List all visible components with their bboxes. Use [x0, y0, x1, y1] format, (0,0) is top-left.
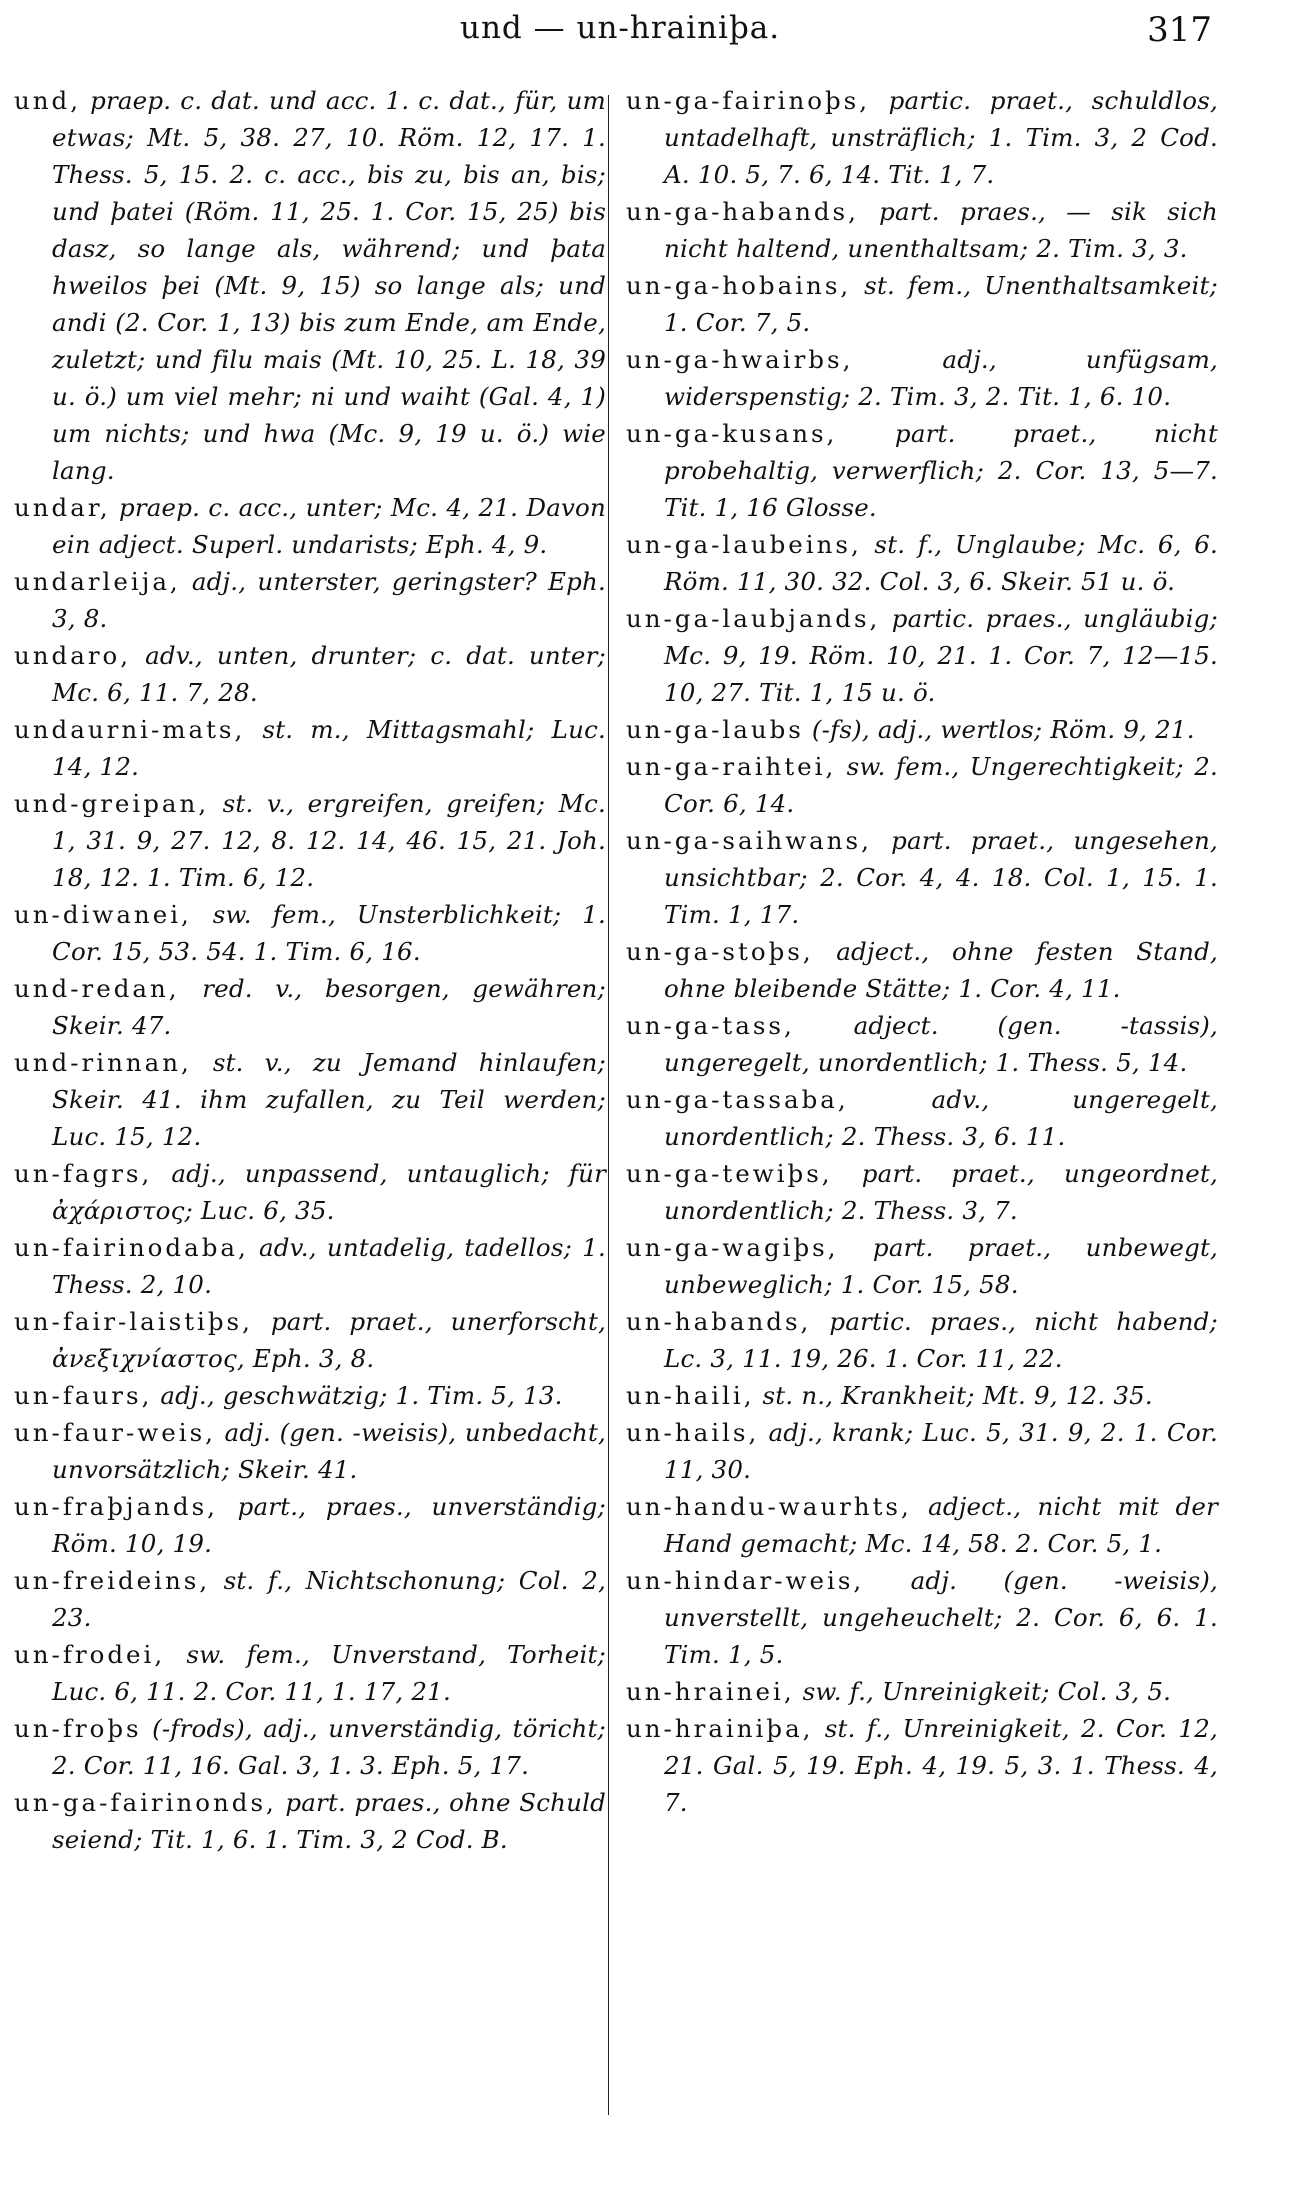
entry-headword: un-ga-tewiþs, [626, 1159, 833, 1188]
entry-headword: un-frodei, [14, 1640, 166, 1669]
entry-headword: und-redan, [14, 974, 180, 1003]
dictionary-entry [14, 1488, 606, 1562]
entry-headword: un-hails, [626, 1418, 760, 1447]
entry-definition: adv., ungeregelt, unordentlich; 2. Thess. 3, 6. 11. [664, 1085, 1218, 1151]
entry-definition: part. praet., nicht probehaltig, verwerflich; 2. Cor. 13, 5—7. Tit. 1, 16 Glosse. [664, 419, 1218, 522]
entry-headword: un-ga-hobains, [626, 271, 852, 300]
dictionary-entry [14, 489, 606, 563]
entry-definition: part. praes., ohne Schuld seiend; Tit. 1, 6. 1. Tim. 3, 2 Cod. B. [52, 1788, 606, 1854]
entry-definition: adj., unfügsam, widerspenstig; 2. Tim. 3, 2. Tit. 1, 6. 10. [664, 345, 1218, 411]
left-column [14, 82, 606, 1858]
entry-definition: partic. praet., schuldlos, untadelhaft, unsträflich; 1. Tim. 3, 2 Cod. A. 10. 5, 7. 6, 14. Tit. 1, 7. [664, 86, 1218, 189]
entry-definition: partic. praes., nicht habend; Lc. 3, 11. 19, 26. 1. Cor. 11, 22. [664, 1307, 1218, 1373]
dictionary-entry [14, 637, 606, 711]
entry-headword: un-handu-waurhts, [626, 1492, 912, 1521]
entry-headword: un-ga-stoþs, [626, 937, 814, 966]
dictionary-entry [626, 267, 1218, 341]
entry-headword: un-hrainiþa, [626, 1714, 814, 1743]
entry-headword: undar, [14, 493, 111, 522]
entry-definition: praep. c. acc., unter; Mc. 4, 21. Davon ein adject. Superl. undarists; Eph. 4, 9. [52, 493, 606, 559]
entry-definition: adj. (gen. -weisis), unbedacht, unvorsätzlich; Skeir. 41. [52, 1418, 606, 1484]
dictionary-entry [14, 785, 606, 896]
entry-definition: part. praet., ungeordnet, unordentlich; 2. Thess. 3, 7. [664, 1159, 1218, 1225]
entry-headword: un-ga-fairinonds, [14, 1788, 277, 1817]
dictionary-entry [626, 1081, 1218, 1155]
dictionary-entry [626, 415, 1218, 526]
dictionary-entry [14, 563, 606, 637]
dictionary-entry [14, 1710, 606, 1784]
entry-definition: sw. fem., Unsterblichkeit; 1. Cor. 15, 53. 54. 1. Tim. 6, 16. [52, 900, 606, 966]
dictionary-entry [626, 1710, 1218, 1821]
dictionary-entry [14, 1303, 606, 1377]
entry-definition: part. praet., ungesehen, unsichtbar; 2. Cor. 4, 4. 18. Col. 1, 15. 1. Tim. 1, 17. [664, 826, 1218, 929]
entry-definition: adject., nicht mit der Hand gemacht; Mc. 14, 58. 2. Cor. 5, 1. [664, 1492, 1218, 1558]
dictionary-entry [626, 822, 1218, 933]
entry-headword: un-faurs, [14, 1381, 153, 1410]
entry-definition: partic. praes., ungläubig; Mc. 9, 19. Röm. 10, 21. 1. Cor. 7, 12—15. 10, 27. Tit. 1, 15 u. ö. [664, 604, 1218, 707]
running-title: und — un-hrainiþa. [460, 10, 781, 46]
dictionary-entry [626, 526, 1218, 600]
dictionary-entry [14, 1414, 606, 1488]
entry-headword: un-hrainei, [626, 1677, 795, 1706]
entry-headword: un-habands, [626, 1307, 812, 1336]
entry-definition: praep. c. dat. und acc. 1. c. dat., für, um etwas; Mt. 5, 38. 27, 10. Röm. 12, 17. 1. Thess. 5, 15. 2. c. acc., bis zu, bis an, bis; und þatei (Röm. 11, 25. 1. Cor. 15, 25) bis dasz, so lange als, während; und þata hweilos þei (Mt. 9, 15) so lange als; und andi (2. Cor. 1, 13) bis zum Ende, am Ende, zuletzt; und filu mais (Mt. 10, 25. L. 18, 39 u. ö.) um viel mehr; ni und waiht (Gal. 4, 1) um nichts; und hwa (Mc. 9, 19 u. ö.) wie lang. [52, 86, 606, 485]
entry-headword: un-fraþjands, [14, 1492, 218, 1521]
entry-headword: un-hindar-weis, [626, 1566, 865, 1595]
dictionary-entry [626, 711, 1218, 748]
entry-headword: un-ga-wagiþs, [626, 1233, 839, 1262]
dictionary-entry [626, 1562, 1218, 1673]
entry-definition: adj., unterster, geringster? Eph. 3, 8. [52, 567, 606, 633]
dictionary-entry [14, 970, 606, 1044]
entry-headword: un-ga-tass, [626, 1011, 795, 1040]
entry-headword: un-ga-tassaba, [626, 1085, 849, 1114]
entry-definition: adj. (gen. -weisis), unverstellt, ungeheuchelt; 2. Cor. 6, 6. 1. Tim. 1, 5. [664, 1566, 1218, 1669]
entry-headword: un-faur-weis, [14, 1418, 216, 1447]
entry-headword: un-ga-fairinoþs, [626, 86, 871, 115]
entry-definition: adject. (gen. -tassis), ungeregelt, unordentlich; 1. Thess. 5, 14. [664, 1011, 1218, 1077]
dictionary-entry [626, 341, 1218, 415]
entry-definition: st. m., Mittagsmahl; Luc. 14, 12. [52, 715, 606, 781]
right-column [626, 82, 1218, 1821]
dictionary-entry [626, 1229, 1218, 1303]
entry-definition: adject., ohne festen Stand, ohne bleibende Stätte; 1. Cor. 4, 11. [664, 937, 1218, 1003]
entry-definition: part. praet., unerforscht, ἀνεξιχνίαστος, Eph. 3, 8. [52, 1307, 606, 1373]
dictionary-entry [626, 1303, 1218, 1377]
dictionary-entry [626, 1007, 1218, 1081]
entry-definition: st. n., Krankheit; Mt. 9, 12. 35. [754, 1381, 1153, 1410]
dictionary-entry [626, 1377, 1218, 1414]
entry-headword: un-ga-habands, [626, 197, 859, 226]
entry-definition: st. f., Nichtschonung; Col. 2, 23. [52, 1566, 606, 1632]
dictionary-entry [14, 1784, 606, 1858]
dictionary-entry [14, 1636, 606, 1710]
page-number: 317 [1147, 10, 1212, 50]
entry-headword: un-ga-kusans, [626, 419, 838, 448]
dictionary-entry [626, 1488, 1218, 1562]
entry-definition: st. v., ergreifen, greifen; Mc. 1, 31. 9, 27. 12, 8. 12. 14, 46. 15, 21. Joh. 18, 12. 1. Tim. 6, 12. [52, 789, 606, 892]
dictionary-entry [14, 82, 606, 489]
entry-headword: un-fair-laistiþs, [14, 1307, 253, 1336]
dictionary-entry [626, 193, 1218, 267]
dictionary-entry [626, 748, 1218, 822]
entry-definition: adj., unpassend, untauglich; für ἀχάριστος; Luc. 6, 35. [52, 1159, 606, 1225]
dictionary-entry [14, 1044, 606, 1155]
entry-headword: un-froþs [14, 1714, 142, 1743]
entry-headword: un-ga-laubs [626, 715, 804, 744]
entry-definition: (-frods), adj., unverständig, töricht; 2. Cor. 11, 16. Gal. 3, 1. 3. Eph. 5, 17. [52, 1714, 606, 1780]
dictionary-entry [626, 600, 1218, 711]
entry-headword: undarleija, [14, 567, 181, 596]
entry-headword: und-rinnan, [14, 1048, 192, 1077]
entry-definition: st. fem., Unenthaltsamkeit; 1. Cor. 7, 5. [664, 271, 1218, 337]
entry-definition: part. praes., — sik sich nicht haltend, unenthaltsam; 2. Tim. 3, 3. [664, 197, 1218, 263]
entry-definition: sw. fem., Ungerechtigkeit; 2. Cor. 6, 14. [664, 752, 1218, 818]
running-head [0, 10, 1304, 60]
entry-definition: adj., krank; Luc. 5, 31. 9, 2. 1. Cor. 11, 30. [664, 1418, 1218, 1484]
entry-definition: (-fs), adj., wertlos; Röm. 9, 21. [803, 715, 1195, 744]
entry-headword: und, [14, 86, 82, 115]
dictionary-entry [626, 933, 1218, 1007]
entry-headword: undaurni-mats, [14, 715, 246, 744]
entry-headword: un-ga-saihwans, [626, 826, 872, 855]
entry-definition: adv., unten, drunter; c. dat. unter; Mc. 6, 11. 7, 28. [52, 641, 606, 707]
entry-headword: un-ga-hwairbs, [626, 345, 854, 374]
entry-headword: undaro, [14, 641, 132, 670]
entry-definition: part., praes., unverständig; Röm. 10, 19. [52, 1492, 606, 1558]
dictionary-entry [626, 1673, 1218, 1710]
entry-definition: adj., geschwätzig; 1. Tim. 5, 13. [152, 1381, 563, 1410]
entry-definition: sw. fem., Unverstand, Torheit; Luc. 6, 11. 2. Cor. 11, 1. 17, 21. [52, 1640, 606, 1706]
entry-headword: un-diwanei, [14, 900, 192, 929]
dictionary-entry [14, 711, 606, 785]
entry-definition: sw. f., Unreinigkeit; Col. 3, 5. [794, 1677, 1172, 1706]
entry-definition: red. v., besorgen, gewähren; Skeir. 47. [52, 974, 606, 1040]
entry-headword: un-freideins, [14, 1566, 211, 1595]
entry-headword: un-ga-laubeins, [626, 530, 862, 559]
dictionary-entry [14, 1562, 606, 1636]
entry-definition: st. f., Unglaube; Mc. 6, 6. Röm. 11, 30. 32. Col. 3, 6. Skeir. 51 u. ö. [664, 530, 1218, 596]
entry-definition: part. praet., unbewegt, unbeweglich; 1. Cor. 15, 58. [664, 1233, 1218, 1299]
dictionary-entry [14, 896, 606, 970]
entry-definition: st. v., zu Jemand hinlaufen; Skeir. 41. ihm zufallen, zu Teil werden; Luc. 15, 12. [52, 1048, 606, 1151]
column-divider [608, 95, 609, 2115]
entry-headword: un-fairinodaba, [14, 1233, 249, 1262]
entry-headword: un-fagrs, [14, 1159, 153, 1188]
entry-headword: un-ga-raihtei, [626, 752, 837, 781]
entry-definition: adv., untadelig, tadellos; 1. Thess. 2, 10. [52, 1233, 606, 1299]
dictionary-entry [626, 1155, 1218, 1229]
dictionary-entry [626, 82, 1218, 193]
dictionary-entry [14, 1377, 606, 1414]
entry-headword: un-ga-laubjands, [626, 604, 881, 633]
dictionary-entry [14, 1229, 606, 1303]
entry-definition: st. f., Unreinigkeit, 2. Cor. 12, 21. Gal. 5, 19. Eph. 4, 19. 5, 3. 1. Thess. 4, 7. [664, 1714, 1218, 1817]
entry-headword: und-greipan, [14, 789, 210, 818]
entry-headword: un-haili, [626, 1381, 755, 1410]
dictionary-entry [14, 1155, 606, 1229]
dictionary-entry [626, 1414, 1218, 1488]
